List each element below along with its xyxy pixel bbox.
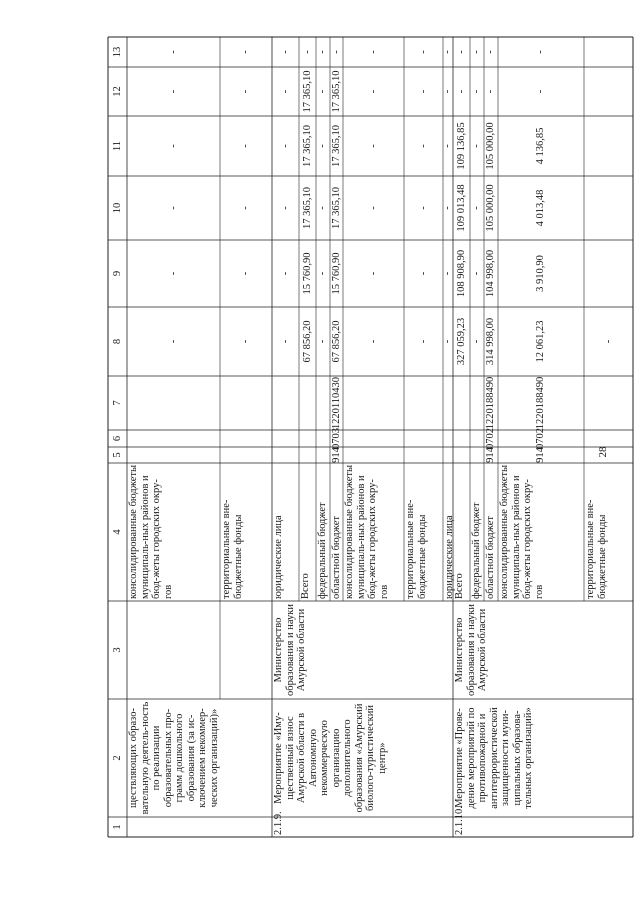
block1-value-cell: - [279,206,291,210]
block2-rzpr-cell [585,432,632,445]
block1-value-cell: - [279,144,291,148]
block1-value-cell: 67 856,20 [301,320,313,363]
block2-value-cell: 12 061,23 [535,320,547,363]
block1-value-cell: - [279,50,291,54]
block2-value-cell: 327 059,23 [455,317,467,366]
block1-csr-cell [317,378,329,428]
block1-value-cell: - [317,339,329,344]
block2-source-cell: областной бюджет [485,516,496,599]
block1-rzpr-cell [405,432,442,445]
block2-source-cell: федеральный бюджет [471,502,482,599]
block2-rzpr-cell [471,432,483,445]
block1-value-cell: 17 365,10 [301,187,313,229]
block1-rzpr-cell [317,432,329,445]
block1-value-cell: - [367,271,379,276]
block2-value-cell: 105 000,00 [485,122,497,170]
block2-value-cell: - [471,271,483,276]
block2-value-cell: 108 908,90 [455,249,467,298]
block1-value-cell: - [279,89,291,94]
block2-value-cell: 314 998,00 [485,317,497,366]
block1-rzpr-cell [273,432,298,445]
block2-value-cell: 4 013,48 [535,189,547,227]
block1-source-cell: юридические лица [273,515,284,599]
block2-value-cell: - [471,339,483,344]
block2-value-cell: - [485,50,497,54]
block1-source-cell: консолидированные бюджеты муниципаль-ных районов и бюд-жеты городских окру-гов [344,464,390,599]
header-cell: 9 [112,270,123,277]
block2-value-cell: - [535,50,547,54]
block2-value-cell: 109 013,48 [455,184,467,232]
block2-value-cell [585,178,632,238]
block1-value-cell: 17 365,10 [301,125,313,167]
block1-value-cell: - [367,144,379,148]
block2-rzpr-cell: 0702 [535,428,547,449]
block0-value-cell: - [240,339,252,344]
block2-value-cell [585,242,632,305]
block1-value-cell: - [417,271,429,276]
block2-value-cell: - [602,339,614,344]
block1-source-cell: территориальные вне-бюджетные фонды [405,499,428,599]
block1-value-cell: - [417,50,429,54]
block0-value-cell: - [240,144,252,148]
block0-value-cell: - [167,89,179,94]
block0-value-cell: - [167,206,179,210]
block1-value-cell: 17 365,10 [330,125,342,167]
block0-value-cell: - [240,50,252,54]
block2-csr-cell: 1220188490 [535,376,547,430]
block1-csr-cell: 1220110430 [330,376,342,430]
block1-value-cell: - [317,89,329,94]
block1-rzpr-cell: 0703 [330,428,342,449]
block0-description: ществляющих образо-вательную деятель-ность по реализации образовательных про-грамм дошкольного образования (за ис-ключением некоммер-ческих организаций)» [128,701,220,815]
block2-csr-cell: 1220188490 [485,376,497,430]
block1-value-cell: - [317,271,329,276]
block1-value-cell: - [317,50,329,54]
block0-source-cell: консолидированные бюджеты муниципаль-ных районов и бюд-жеты городских окру-гов [128,464,174,599]
block1-number: 2.1.9. [273,811,284,835]
block2-csr-cell [454,378,469,428]
block2-value-cell [585,69,632,114]
header-cell: 5 [112,452,123,458]
block1-grbs-cell [444,449,452,461]
block1-value-cell: 17 365,10 [330,70,342,113]
block2-value-cell: 109 136,85 [455,122,467,170]
header-cell: 6 [112,435,123,442]
header-cell: 3 [112,647,123,653]
block1-grbs-cell [273,449,298,461]
rotated-table-sheet [108,37,633,837]
header-cell: 11 [112,140,123,152]
block2-value-cell: - [535,89,547,94]
block1-grbs-cell [300,449,315,461]
block2-executor: Министерство образования и науки Амурской области [454,604,488,696]
block1-value-cell: - [417,339,429,344]
block1-csr-cell [344,378,403,428]
block1-value-cell: - [317,144,329,148]
block0-value-cell: - [167,50,179,54]
block2-source-cell: консолидированные бюджеты муниципаль-ных районов и бюд-жеты городских окру-гов [499,464,545,599]
block2-csr-cell [585,378,632,428]
block1-source-cell: федеральный бюджет [317,502,328,599]
block1-grbs-cell [344,449,403,461]
block2-value-cell: 105 000,00 [485,184,497,232]
block1-grbs-cell: 914 [330,447,342,463]
block2-number: 2.1.10. [454,806,465,835]
block1-value-cell: - [279,271,291,276]
block2-value-cell: 4 136,85 [535,127,547,165]
block2-value-cell [585,118,632,174]
block2-rzpr-cell [454,432,469,445]
block2-value-cell [585,39,632,65]
block1-value-cell: - [442,50,454,54]
block1-value-cell: - [442,271,454,276]
block2-value-cell: 3 910,90 [535,255,547,292]
header-cell: 2 [112,755,123,761]
block1-value-cell: - [442,206,454,210]
block1-source-cell: Всего [300,573,311,599]
block0-source-cell: территориальные вне-бюджетные фонды [221,499,244,599]
block0-value-cell: - [167,339,179,344]
block1-value-cell: - [367,206,379,210]
block1-csr-cell [273,378,298,428]
block1-value-cell: - [367,89,379,94]
page-number: 28 [597,446,609,458]
header-cell: 8 [112,338,123,345]
block1-value-cell: - [442,339,454,344]
header-cell: 4 [112,529,123,535]
block1-csr-cell [405,378,442,428]
block1-value-cell: - [417,206,429,210]
block2-source-cell: территориальные вне-бюджетные фонды [585,499,608,599]
header-cell: 12 [112,86,123,97]
block1-value-cell: - [367,50,379,54]
block1-source-cell: областной бюджет [331,516,342,599]
block0-value-cell: - [240,271,252,276]
block2-grbs-cell [585,446,632,461]
block1-value-cell: 67 856,20 [330,320,342,363]
budget-table [108,37,633,837]
block1-grbs-cell [405,449,442,461]
block1-rzpr-cell [344,432,403,445]
block1-csr-cell [300,378,315,428]
block1-csr-cell [444,378,452,428]
block1-rzpr-cell [300,432,315,445]
block1-value-cell: - [442,89,454,94]
header-cell: 1 [112,824,123,830]
header-cell: 7 [112,400,123,406]
block1-value-cell: - [417,144,429,148]
block2-grbs-cell [454,449,469,461]
block1-value-cell: 17 365,10 [330,187,342,229]
block1-value-cell: 17 365,10 [301,70,313,113]
block2-value-cell: - [485,89,497,94]
block1-value-cell: - [330,50,342,54]
block0-value-cell: - [240,206,252,210]
block1-rzpr-cell [444,432,452,445]
block2-grbs-cell: 914 [535,447,547,463]
block1-value-cell: 15 760,90 [330,252,342,295]
block1-value-cell: - [442,144,454,148]
block1-executor: Министерство образования и науки Амурской области [273,604,307,696]
block1-description: Мероприятие «Иму-щественный взнос Амурской области в Автономную некоммерческую организацию дополнительного образования «Амурский биолого-туристический центр» [273,703,388,813]
block1-value-cell: - [317,206,329,210]
block1-grbs-cell [317,449,329,461]
block1-value-cell: - [301,50,313,54]
block2-value-cell: - [471,50,483,54]
header-cell: 13 [112,46,123,58]
block2-grbs-cell: 914 [485,447,497,463]
block0-value-cell: - [167,271,179,276]
block2-value-cell: - [471,206,483,210]
block0-value-cell: - [240,89,252,94]
block2-value-cell: - [455,89,467,94]
header-cell: 10 [112,202,123,214]
block1-value-cell: - [417,89,429,94]
block1-source-cell: юридические лица [444,515,455,599]
block0-value-cell: - [167,144,179,148]
block2-grbs-cell [471,449,483,461]
block2-value-cell: - [455,50,467,54]
block2-value-cell: - [471,89,483,94]
block2-rzpr-cell: 0702 [485,428,497,449]
block2-source-cell: Всего [454,573,465,599]
block1-value-cell: - [367,339,379,344]
block1-value-cell: - [279,339,291,344]
block2-value-cell: - [471,144,483,148]
block2-description: Мероприятие «Прове-дение мероприятий по противопожарной и антитеррористической защищенности муни-ципальных образова-тельных организаций» [454,707,534,809]
block2-csr-cell [471,378,483,428]
block2-value-cell: 104 998,00 [485,249,497,298]
block1-value-cell: 15 760,90 [301,252,313,295]
